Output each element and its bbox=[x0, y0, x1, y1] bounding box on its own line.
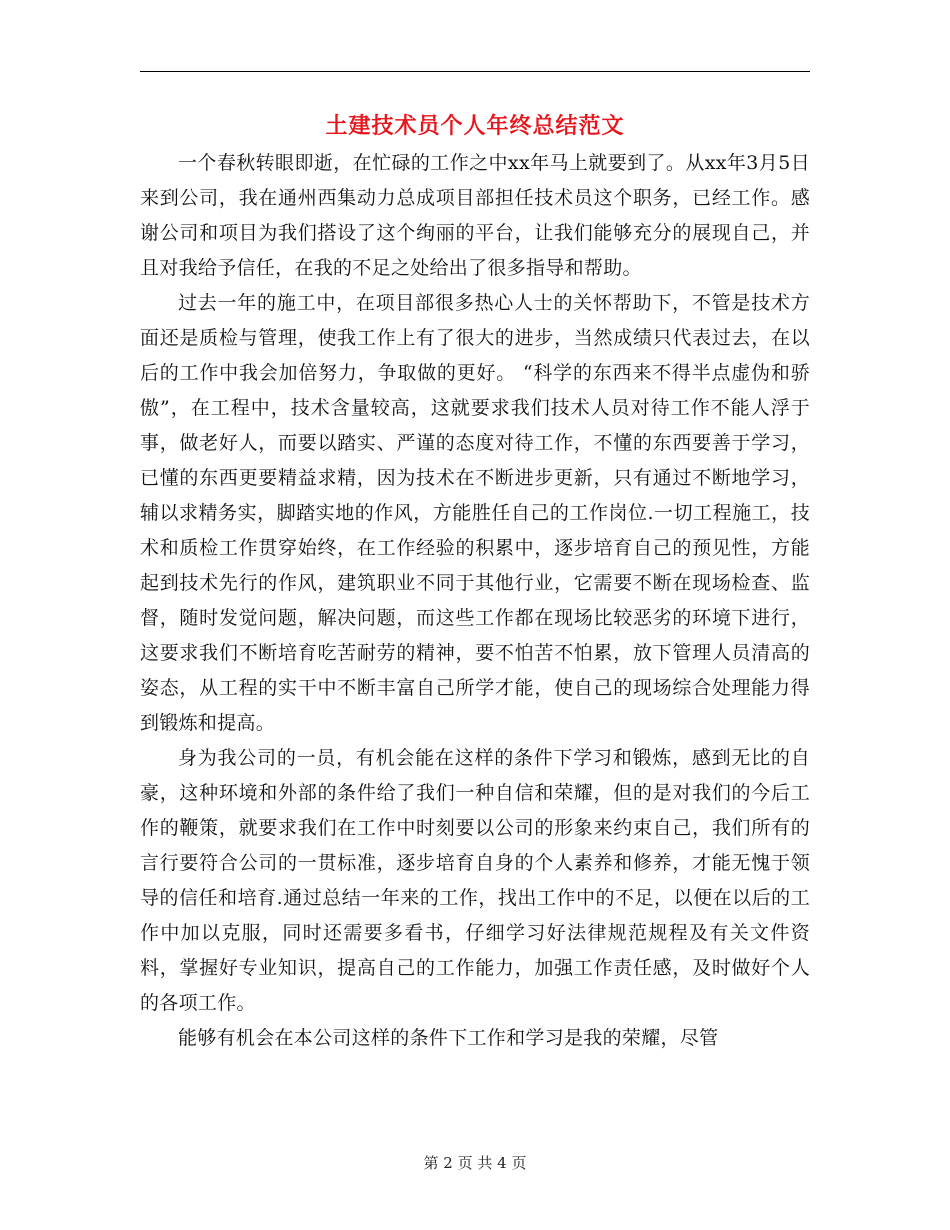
document-title: 土建技术员个人年终总结范文 bbox=[325, 113, 625, 139]
paragraph-4: 能够有机会在本公司这样的条件下工作和学习是我的荣耀，尽管 bbox=[178, 1027, 719, 1049]
paragraph-1: 一个春秋转眼即逝，在忙碌的工作之中xx年马上就要到了。从xx年3月5日来到公司，我在通州西集动力总成项目部担任技术员这个职务，已经工作。感谢公司和项目为我们搭设了这个绚丽的平台，让我们能够充分的展现自己，并且对我给予信任，在我的不足之处给出了很多指导和帮助。 bbox=[140, 152, 810, 279]
paragraph-2: 过去一年的施工中，在项目部很多热心人士的关怀帮助下，不管是技术方面还是质检与管理，使我工作上有了很大的进步，当然成绩只代表过去，在以后的工作中我会加倍努力，争取做的更好。 “科学的东西来不得半点虚伪和骄傲”，在工程中，技术含量较高，这就要求我们技术人员对待工作不能人浮于事，做老好人，而要以踏实、严谨的态度对待工作，不懂的东西要善于学习，已懂的东西更要精益求精，因为技术在不断进步更新，只有通过不断地学习，辅以求精务实，脚踏实地的作风，方能胜任自己的工作岗位.一切工程施工，技术和质检工作贯穿始终，在工作经验的积累中，逐步培育自己的预见性，方能起到技术先行的作风，建筑职业不同于其他行业，它需要不断在现场检查、监督，随时发觉问题，解决问题，而这些工作都在现场比较恶劣的环境下进行，这要求我们不断培育吃苦耐劳的精神，要不怕苦不怕累，放下管理人员清高的姿态，从工程的实干中不断丰富自己所学才能，使自己的现场综合处理能力得到锻炼和提高。 bbox=[140, 292, 810, 734]
document-body bbox=[140, 146, 810, 1056]
header-rule bbox=[140, 71, 810, 72]
paragraph-3: 身为我公司的一员，有机会能在这样的条件下学习和锻炼，感到无比的自豪，这种环境和外部的条件给了我们一种自信和荣耀，但的是对我们的今后工作的鞭策，就要求我们在工作中时刻要以公司的形象来约束自己，我们所有的言行要符合公司的一贯标准，逐步培育自身的个人素养和修养，才能无愧于领导的信任和培育.通过总结一年来的工作，找出工作中的不足，以便在以后的工作中加以克服，同时还需要多看书，仔细学习好法律规范规程及有关文件资料，掌握好专业知识，提高自己的工作能力，加强工作责任感，及时做好个人的各项工作。 bbox=[140, 747, 810, 1014]
page-number: 第 2 页 共 4 页 bbox=[423, 1154, 527, 1172]
